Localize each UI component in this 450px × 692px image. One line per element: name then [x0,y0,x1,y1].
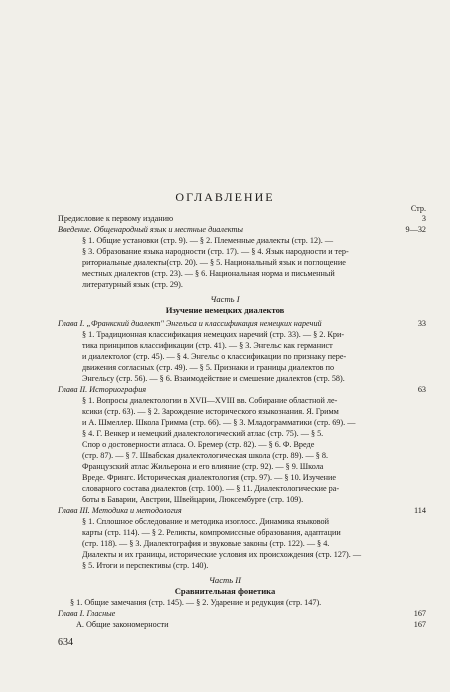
chapter-page: 63 [417,385,426,394]
toc-subline: словарного состава диалектов (стр. 100). — § 11. Диалектологические ра- [82,484,340,493]
toc-subline: § 1. Общие замечания (стр. 145). — § 2. Ударение и редукция (стр. 147). [70,598,322,607]
toc-subline: § 1. Сплошное обследование и методика изоглосс. Динамика языковой [82,517,330,526]
chapter-page: 167 [413,609,426,618]
toc-subline: риториальные диалекты(стр. 20). — § 5. Национальный язык и поглощение [82,258,346,267]
toc-subline: литературный язык (стр. 29). [82,280,183,289]
toc-subline: и диалектолог (стр. 45). — § 4. Энгельс о классификации по признаку пере- [82,352,347,361]
page-column-label: Стр. [410,204,426,213]
toc-entry-text: Предисловие к первому изданию [58,214,174,223]
toc-entry-page: 9—32 [405,225,426,234]
part-title: Сравнительная фонетика [174,586,276,596]
chapter-heading: Глава III. Методика и методология [58,506,182,515]
section-page: 167 [413,620,426,629]
toc-entry-text: Введение. Общенародный язык и местные диалекты [58,225,243,234]
toc-subline: Диалекты и их границы, исторические условия их происхождения (стр. 127). — [82,550,362,559]
toc-subline: § 3. Образование языка народности (стр. 17). — § 4. Язык народности и тер- [82,247,349,256]
page-title: ОГЛАВЛЕНИЕ [175,190,275,204]
toc-subline: § 1. Вопросы диалектологии в XVII—XVIII вв. Собирание областной ле- [82,396,338,405]
section-heading: А. Общие закономерности [76,620,169,629]
toc-subline: Вреде. Фрингс. Историческая диалектология (стр. 97). — § 10. Изучение [82,473,336,482]
toc-entry-preface [58,214,430,224]
toc-subline: и А. Шмеллер. Школа Гримма (стр. 66). — § 3. Младограмматики (стр. 69). — [82,418,356,427]
chapter-page: 114 [414,506,426,515]
toc-subline: § 4. Г. Венкер и немецкий диалектологический атлас (стр. 75). — § 5. [82,429,324,438]
toc-subline: Энгельсу (стр. 56). — § 6. Взаимодействие и смешение диалектов (стр. 58). [82,374,345,383]
toc-subline: карты (стр. 114). — § 2. Реликты, компромиссные образования, адаптации [82,528,341,537]
toc-subline: ксики (стр. 63). — § 2. Зарождение исторического языкознания. Я. Гримм [82,407,339,416]
toc-entry-page: 3 [421,214,426,223]
toc-subline: Французский атлас Жильерона и его влияние (стр. 92). — § 9. Школа [82,462,324,471]
toc-subline: (стр. 118). — § 3. Диалектография и звуковые законы (стр. 122). — § 4. [82,539,330,548]
toc-subline: боты в Баварии, Австрии, Швейцарии, Люксембурге (стр. 109). [82,495,304,504]
toc-subline: движения согласных (стр. 49). — § 5. Признаки и границы диалектов по [82,363,335,372]
toc-entry-introduction [58,225,430,235]
toc-subline: местных диалектов (стр. 23). — § 6. Национальная норма и письменный [82,269,335,278]
toc-subline: § 1. Традиционная классификация немецких наречий (стр. 33). — § 2. Кри- [82,330,345,339]
part-title: Изучение немецких диалектов [165,305,285,315]
chapter-page: 33 [417,319,426,328]
toc-subline: (стр. 87). — § 7. Швабская диалектологическая школа (стр. 89). — § 8. [82,451,329,460]
part-label: Часть I [210,294,240,304]
chapter-heading: Глава I. „Франкский диалект" Энгельса и классификация немецких наречий [58,319,322,328]
toc-subline: тика принципов классификации (стр. 41). — § 3. Энгельс как германист [82,341,333,350]
part-label: Часть II [208,575,242,585]
chapter-heading: Глава II. Историография [58,385,147,394]
toc-subline: Спор о достоверности атласа. О. Бремер (стр. 82). — § 6. Ф. Вреде [82,440,315,449]
page-number: 634 [58,637,73,648]
toc-subline: § 1. Общие установки (стр. 9). — § 2. Племенные диалекты (стр. 12). — [82,236,334,245]
toc-subline: § 5. Итоги и перспективы (стр. 140). [82,561,209,570]
chapter-heading: Глава I. Гласные [58,609,116,618]
